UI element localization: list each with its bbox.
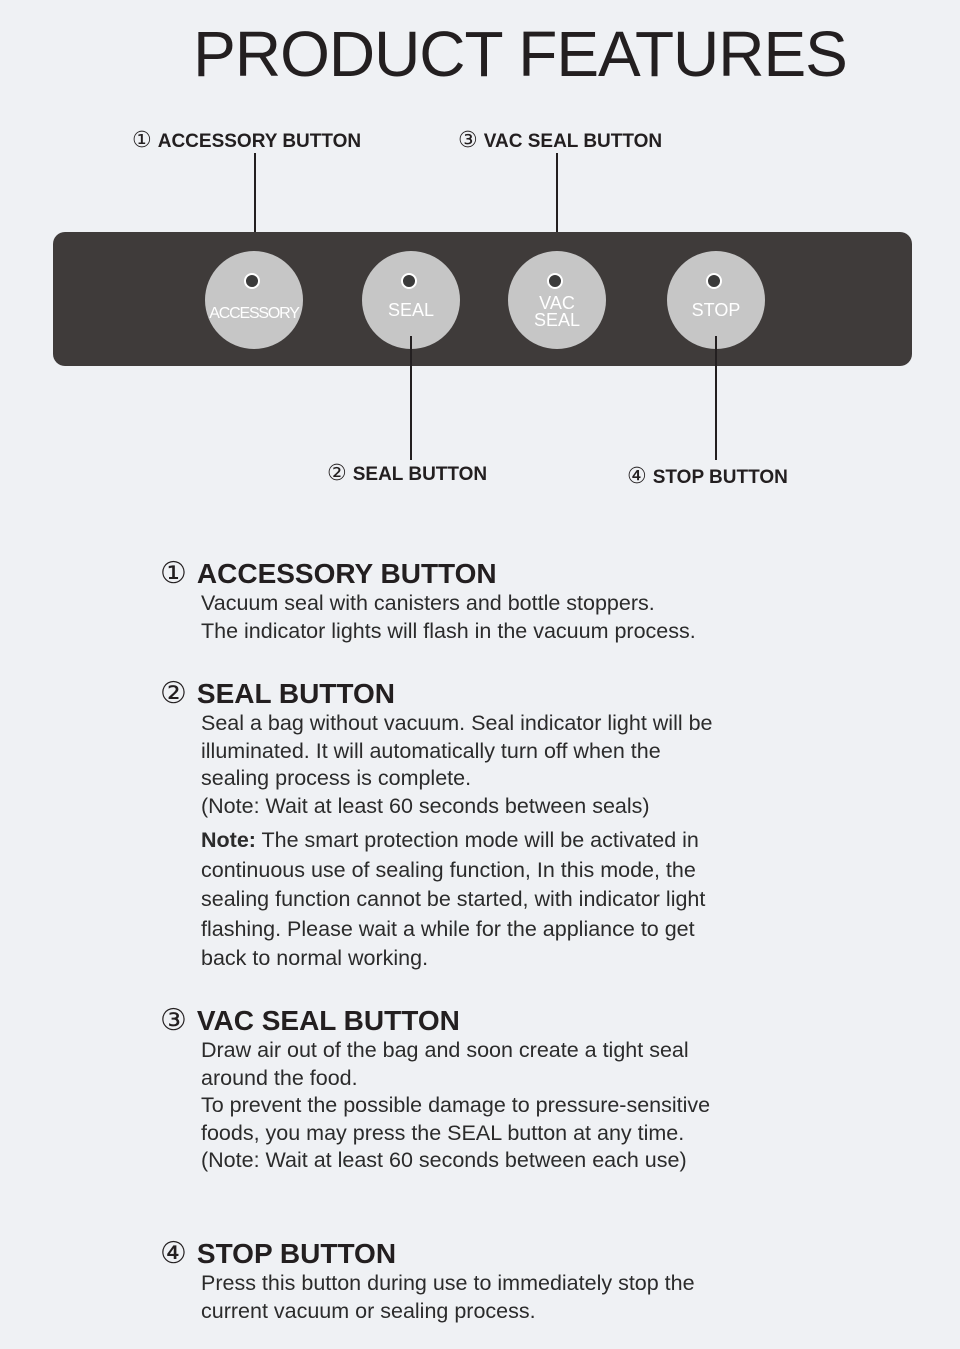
body-line: The indicator lights will flash in the vacuum process. <box>201 618 696 643</box>
section-stop <box>160 1238 800 1325</box>
vac-seal-label-line1: VAC <box>539 293 575 313</box>
note-label: Note: <box>201 828 256 852</box>
body-line: illuminated. It will automatically turn off when the <box>201 738 661 763</box>
indicator-light <box>547 273 563 289</box>
body-line: current vacuum or sealing process. <box>201 1298 536 1323</box>
callout-number: ① <box>132 127 152 152</box>
callout-label: SEAL BUTTON <box>352 464 488 485</box>
section-title: SEAL BUTTON <box>196 678 395 709</box>
leader-line-seal <box>410 336 412 460</box>
callout-label: STOP BUTTON <box>652 467 788 488</box>
section-seal <box>160 678 800 974</box>
section-heading <box>160 1005 800 1037</box>
body-line: Draw air out of the bag and soon create a tight seal <box>201 1038 689 1062</box>
body-line: foods, you may press the SEAL button at any time. <box>201 1120 685 1145</box>
body-line: To prevent the possible damage to pressure-sensitive <box>201 1093 711 1117</box>
callout-number: ③ <box>458 127 478 152</box>
callout-vac-seal <box>458 128 662 154</box>
body-line: Seal a bag without vacuum. Seal indicator light will be <box>201 711 713 735</box>
note-line: The smart protection mode will be activated in <box>255 828 699 852</box>
callout-label: VAC SEAL BUTTON <box>483 131 663 152</box>
callout-number: ② <box>327 460 347 485</box>
body-line: around the food. <box>201 1065 358 1090</box>
callout-seal <box>327 461 487 487</box>
body-line: (Note: Wait at least 60 seconds between seals) <box>201 793 650 818</box>
stop-button-label: STOP <box>691 300 741 320</box>
section-title: ACCESSORY BUTTON <box>196 558 497 589</box>
body-line: sealing process is complete. <box>201 766 472 790</box>
section-accessory <box>160 558 800 645</box>
section-body <box>201 590 800 645</box>
section-title: STOP BUTTON <box>196 1238 397 1269</box>
note-line: continuous use of sealing function, In this mode, the <box>201 857 696 882</box>
section-vac-seal <box>160 1005 800 1175</box>
note-line: sealing function cannot be started, with indicator light <box>201 887 706 911</box>
section-title: VAC SEAL BUTTON <box>196 1005 460 1036</box>
indicator-light <box>401 273 417 289</box>
leader-line-stop <box>715 336 717 460</box>
note-line: back to normal working. <box>201 946 429 970</box>
section-number: ② <box>160 677 187 710</box>
body-line: Press this button during use to immediately stop the <box>201 1271 695 1295</box>
control-panel <box>53 232 912 366</box>
section-number: ③ <box>160 1004 187 1037</box>
callout-number: ④ <box>627 463 647 488</box>
accessory-button-label: ACCESSORY <box>209 305 299 322</box>
indicator-light <box>244 273 260 289</box>
section-heading <box>160 1238 800 1270</box>
page-title: PRODUCT FEATURES <box>193 18 847 90</box>
body-line: Vacuum seal with canisters and bottle stoppers. <box>201 591 655 615</box>
callout-accessory <box>132 128 361 154</box>
section-body <box>201 1037 800 1175</box>
section-heading <box>160 558 800 590</box>
callout-label: ACCESSORY BUTTON <box>157 131 362 152</box>
section-number: ④ <box>160 1237 187 1270</box>
section-body <box>201 1270 800 1325</box>
section-number: ① <box>160 557 187 590</box>
indicator-light <box>706 273 722 289</box>
vac-seal-button[interactable] <box>508 251 606 349</box>
seal-button[interactable] <box>362 251 460 349</box>
body-line: (Note: Wait at least 60 seconds between each use) <box>201 1148 687 1172</box>
section-body <box>201 710 800 820</box>
note-line: flashing. Please wait a while for the appliance to get <box>201 916 695 941</box>
accessory-button[interactable] <box>205 251 303 349</box>
stop-button[interactable] <box>667 251 765 349</box>
vac-seal-button-label <box>508 295 606 329</box>
seal-button-label: SEAL <box>387 300 435 320</box>
section-heading <box>160 678 800 710</box>
callout-stop <box>627 464 788 490</box>
vac-seal-label-line2: SEAL <box>533 310 581 330</box>
section-note <box>201 826 800 974</box>
